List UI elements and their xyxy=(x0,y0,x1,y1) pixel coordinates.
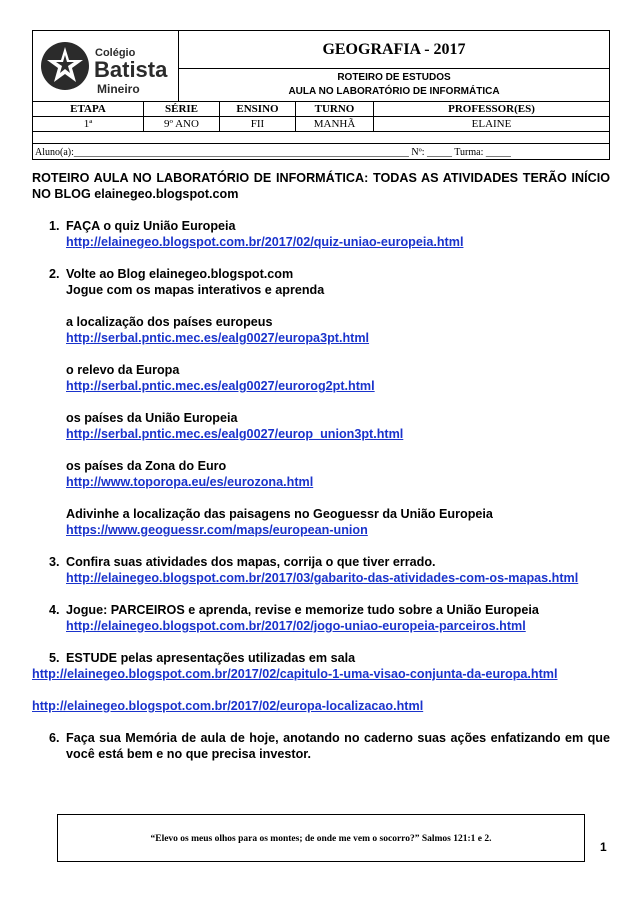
intro-text: ROTEIRO AULA NO LABORATÓRIO DE INFORMÁTICA: TODAS AS ATIVIDADES TERÃO INÍCIO NO BLOG elainegeo.blogspot.com xyxy=(32,171,610,201)
item-text: Jogue com os mapas interativos e aprenda xyxy=(66,283,325,297)
presentation-link-2[interactable]: http://elainegeo.blogspot.com.br/2017/02/europa-localizacao.html xyxy=(32,699,424,713)
info-header-row xyxy=(33,102,609,117)
item-text: Volte ao Blog elainegeo.blogspot.com xyxy=(66,267,294,281)
col-turno: TURNO xyxy=(296,102,374,117)
student-line: Aluno(a):___________________________________________________________________ Nº: _____ Turma: _____ xyxy=(33,143,609,161)
val-serie: 9º ANO xyxy=(144,117,220,132)
subtitle-2: AULA NO LABORATÓRIO DE INFORMÁTICA xyxy=(288,86,500,97)
map-link[interactable]: http://serbal.pntic.mec.es/ealg0027/europ_union3pt.html xyxy=(66,427,404,441)
item-number: 2. xyxy=(49,267,60,281)
item-number: 3. xyxy=(49,555,60,569)
logo-line2: Batista xyxy=(94,57,168,82)
map-link[interactable]: http://www.toporopa.eu/es/eurozona.html xyxy=(66,475,314,489)
info-value-row xyxy=(33,117,609,132)
quiz-link[interactable]: http://elainegeo.blogspot.com.br/2017/02/quiz-uniao-europeia.html xyxy=(66,235,464,249)
item-4 xyxy=(32,602,610,634)
school-logo xyxy=(33,31,179,101)
page-title: GEOGRAFIA - 2017 xyxy=(179,31,609,69)
logo-cell xyxy=(33,31,179,101)
parceiros-link[interactable]: http://elainegeo.blogspot.com.br/2017/02/jogo-uniao-europeia-parceiros.html xyxy=(66,619,526,633)
map-link[interactable]: https://www.geoguessr.com/maps/european-union xyxy=(66,523,368,537)
item-text: Faça sua Memória de aula de hoje, anotando no caderno suas ações enfatizando em que você está bem e no que precisa investor. xyxy=(66,731,610,761)
col-ensino: ENSINO xyxy=(220,102,296,117)
map-text: Adivinhe a localização das paisagens no Geoguessr da União Europeia xyxy=(66,507,493,521)
gabarito-link[interactable]: http://elainegeo.blogspot.com.br/2017/03/gabarito-das-atividades-com-os-mapas.html xyxy=(66,571,579,585)
item-number: 1. xyxy=(49,219,60,233)
item-6 xyxy=(32,730,610,762)
item-2 xyxy=(32,266,610,538)
map-text: o relevo da Europa xyxy=(66,363,180,377)
item-number: 4. xyxy=(49,603,60,617)
val-turno: MANHÃ xyxy=(296,117,374,132)
item-5 xyxy=(32,650,610,714)
item-text: Confira suas atividades dos mapas, corrija o que tiver errado. xyxy=(66,555,436,569)
item-number: 5. xyxy=(49,651,60,665)
col-serie: SÉRIE xyxy=(144,102,220,117)
col-professor: PROFESSOR(ES) xyxy=(374,102,610,117)
content xyxy=(32,170,610,762)
logo-line3: Mineiro xyxy=(97,82,140,96)
logo-line1: Colégio xyxy=(95,47,136,59)
item-text: FAÇA o quiz União Europeia xyxy=(66,219,236,233)
presentation-link-1[interactable]: http://elainegeo.blogspot.com.br/2017/02/capitulo-1-uma-visao-conjunta-da-europa.html xyxy=(32,667,558,681)
map-text: a localização dos países europeus xyxy=(66,315,273,329)
page-number: 1 xyxy=(600,840,607,854)
map-text: os países da Zona do Euro xyxy=(66,459,227,473)
val-professor: ELAINE xyxy=(374,117,610,132)
val-ensino: FII xyxy=(220,117,296,132)
footer-quote: “Elevo os meus olhos para os montes; de onde me vem o socorro?” Salmos 121:1 e 2. xyxy=(57,814,585,862)
item-text: Jogue: PARCEIROS e aprenda, revise e memorize tudo sobre a União Europeia xyxy=(66,603,539,617)
subtitle-cell xyxy=(179,69,609,101)
info-table xyxy=(33,101,609,132)
map-link[interactable]: http://serbal.pntic.mec.es/ealg0027/europa3pt.html xyxy=(66,331,370,345)
header-box xyxy=(32,30,610,160)
map-link[interactable]: http://serbal.pntic.mec.es/ealg0027/eurorog2pt.html xyxy=(66,379,375,393)
map-text: os países da União Europeia xyxy=(66,411,238,425)
subtitle-1: ROTEIRO DE ESTUDOS xyxy=(337,72,451,83)
val-etapa: 1ª xyxy=(33,117,144,132)
col-etapa: ETAPA xyxy=(33,102,144,117)
item-1 xyxy=(32,218,610,250)
item-3 xyxy=(32,554,610,586)
item-number: 6. xyxy=(49,731,60,745)
item-text: ESTUDE pelas apresentações utilizadas em sala xyxy=(66,651,356,665)
